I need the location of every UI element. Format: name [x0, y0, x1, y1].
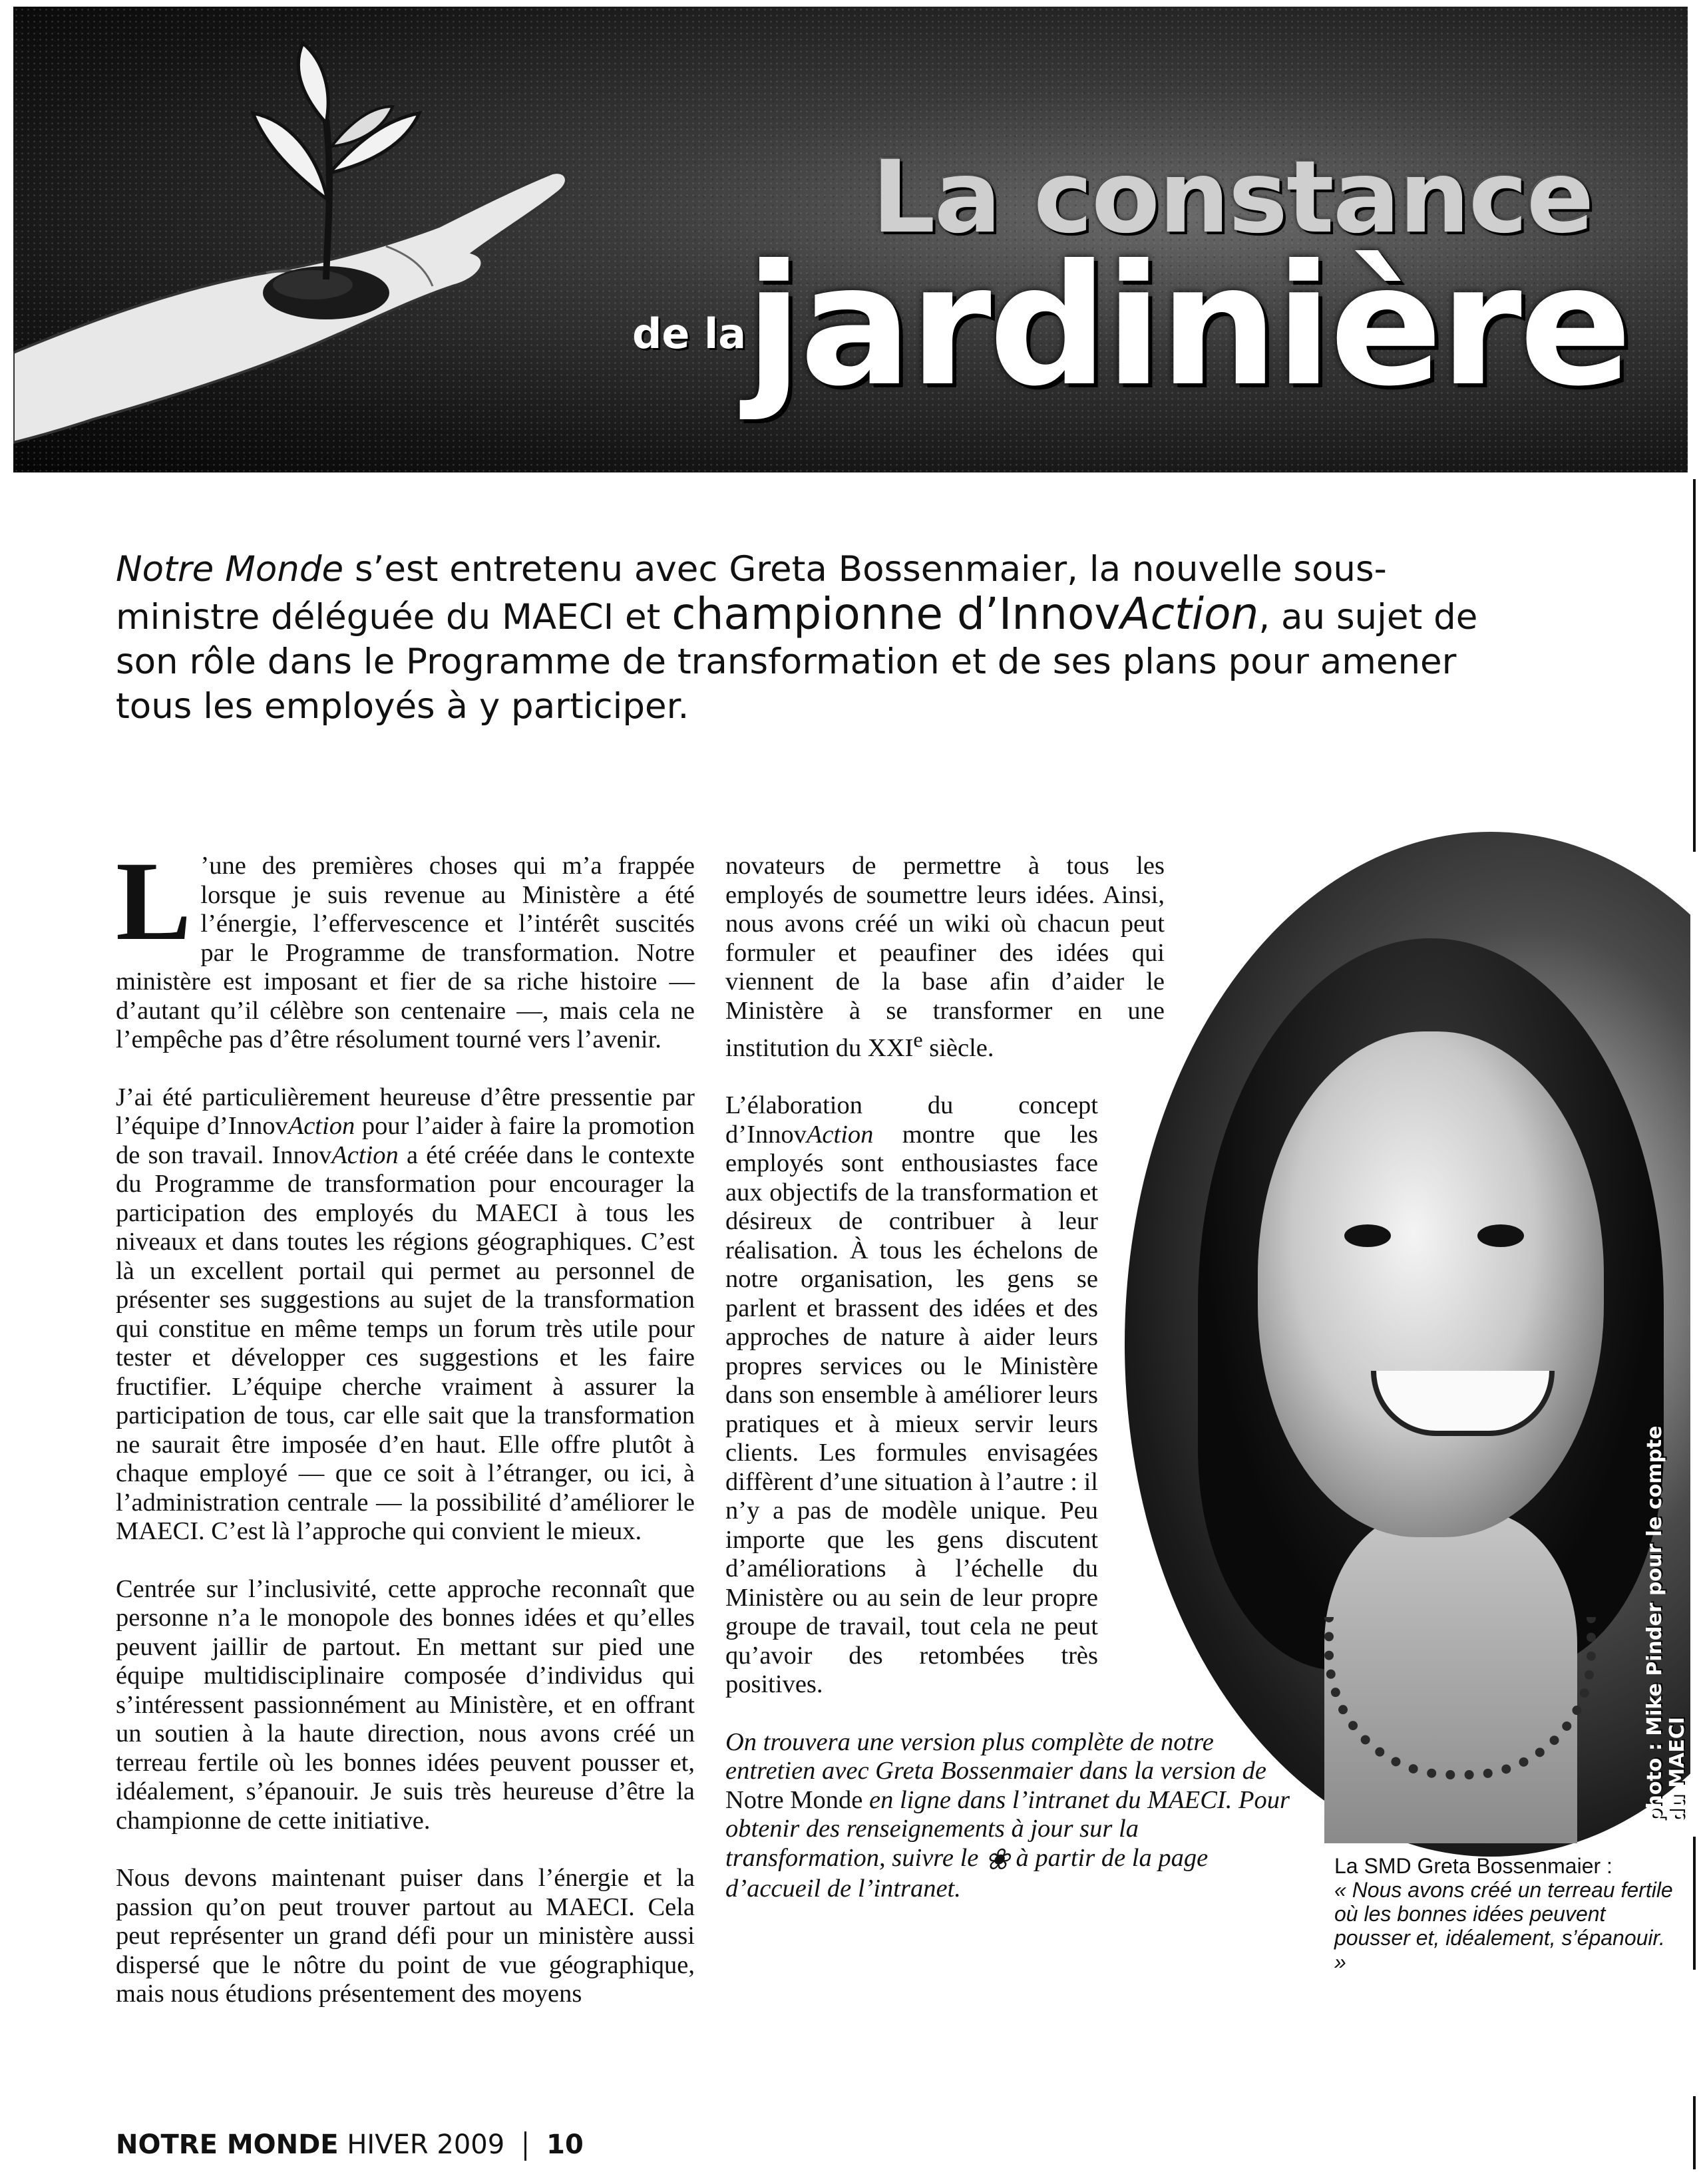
portrait-eye [1477, 1224, 1524, 1247]
footer-publication: NOTRE MONDE [116, 2129, 339, 2160]
intro-deck [116, 547, 1527, 729]
note-text: à partir de la page d’accueil de l’intranet. [725, 1843, 1209, 1903]
article-paragraph [116, 1083, 695, 1547]
deck-text-a: s’est entretenu avec Greta Bossenmaier, la nouvelle sous-ministre déléguée du MAECI et [116, 549, 1387, 637]
innovaction-italic: Action [806, 1120, 874, 1149]
deck-publication-name: Notre Monde [116, 549, 344, 590]
article-paragraph: Centrée sur l’inclusivité, cette approche reconnaît que personne n’a le monopole des bonnes idées et qu’elles peuvent jaillir de partout. En mettant sur pied une équipe multidisciplinaire composée d’individus qui s’intéressent passionnément au Ministère, et en offrant un soutien à la haute direction, nous avons créé un terreau fertile où les bonnes idées peuvent pousser et, idéalement, s’épanouir. Je suis très heureuse d’être la championne de cette initiative. [116, 1574, 695, 1835]
note-text: On trouvera une version plus complète de notre entretien avec Greta Bossenmaier dans la version de [725, 1728, 1266, 1785]
article-column-2 [725, 852, 1290, 1932]
portrait-face [1258, 1031, 1604, 1537]
hand-seedling-illustration [13, 7, 679, 472]
title-banner [13, 7, 1688, 472]
portrait-eye [1344, 1224, 1391, 1247]
online-version-note [725, 1728, 1298, 1903]
paragraph-text: J’ai été particulièrement heureuse d’être pressentie par l’équipe d’Innov [116, 1083, 695, 1140]
article-column-1 [116, 838, 695, 2038]
article-paragraph [725, 852, 1165, 1063]
deck-champion: championne d’Innov [671, 588, 1121, 639]
deck-champion-action: Action [1120, 588, 1259, 639]
paragraph-text: a été créée dans le contexte du Programme de transformation pour encourager la participation des employés du MAECI à tous les niveaux et dans toutes les régions géographiques. C’est là un excellent portail qui permet au personnel de présenter ses suggestions au sujet de la transformation qui constitue en même temps un forum très utile pour tester et développer ces suggestions et les faire fructifier. L’équipe cherche vraiment à assurer la participation de tous, car elle sait que la transformation ne saurait être imposée d’en haut. Elle offre plutôt à chaque employé — que ce soit à l’étranger, ou ici, à l’administration centrale — la possibilité d’améliorer le MAECI. C’est là l’approche qui convient le mieux. [116, 1141, 695, 1545]
butterfly-icon: ❀ [984, 1843, 1010, 1877]
drop-cap: L [116, 838, 192, 964]
caption-quote: « Nous avons créé un terreau fertile où les bonnes idées peuvent pousser et, idéalement, s’épanouir. » [1334, 1878, 1673, 1974]
headline-small-words: de la [632, 309, 747, 358]
photo-caption [1334, 1854, 1680, 1974]
note-publication-name: Notre Monde [725, 1785, 863, 1814]
headline-line1: La constance [872, 140, 1593, 256]
page-footer [116, 2129, 584, 2161]
footer-issue: HIVER 2009 [338, 2129, 505, 2160]
deck-text-b: , au sujet de son rôle dans le Programme de transformation et de ses plans pour amener tous les employés à y participer. [116, 597, 1478, 727]
caption-title: La SMD Greta Bossenmaier : [1334, 1854, 1612, 1878]
headline-line2: jardinière [745, 229, 1630, 423]
century-superscript: e [913, 1027, 923, 1051]
scan-edge-mark [1693, 479, 1696, 852]
paragraph-text: montre que les employés sont enthousiastes face aux objectifs de la transformation et désireux de contribuer à leur réalisation. À tous les échelons de notre organisation, les gens se parlent et brassent des idées et des approches de nature à aider leurs propres services ou le Ministère dans son ensemble à améliorer leurs pratiques et à mieux servir leurs clients. Les formules envisagées diffèrent d’une situation à l’autre : il n’y a pas de modèle unique. Peu importe que les gens discutent d’améliorations à l’échelle du Ministère ou au sein de leur propre groupe de travail, tout cela ne peut qu’avoir des retombées très positives. [725, 1120, 1098, 1699]
note-text: en ligne dans l’intranet du MAECI. Pour obtenir des renseignements à jour sur la transformation, suivre le [725, 1785, 1290, 1872]
photo-credit: photo : Mike Pinder pour le compte du MAECI [1643, 1425, 1689, 1823]
scan-edge-mark [1693, 2096, 1696, 2169]
article-paragraph [725, 1091, 1098, 1700]
paragraph-text: L’élaboration du concept d’Innov [725, 1091, 1098, 1149]
innovaction-italic: Action [331, 1141, 399, 1169]
page-number: 10 [546, 2129, 584, 2160]
paragraph-text: novateurs de permettre à tous les employés de soumettre leurs idées. Ainsi, nous avons créé un wiki où chacun peut formuler et peaufiner des idées qui viennent de la base afin d’aider le Ministère à se transformer en une institution du XXI [725, 852, 1165, 1062]
article-paragraph [116, 838, 695, 1055]
paragraph-text: ’une des premières choses qui m’a frappée lorsque je suis revenue au Ministère a été l’énergie, l’effervescence et l’intérêt suscités par le Programme de transformation. Notre ministère est imposant et fier de sa riche histoire — d’autant qu’il célèbre son centenaire —, mais cela ne l’empêche pas d’être résolument tourné vers l’avenir. [116, 852, 695, 1053]
paragraph-text: pour l’aider à faire la promotion de son travail. Innov [116, 1112, 695, 1169]
article-paragraph: Nous devons maintenant puiser dans l’énergie et la passion qu’on peut trouver partout au MAECI. Cela peut représenter un grand défi pour un ministère aussi dispersé que le nôtre du point de vue géographique, mais nous étudions présentement des moyens [116, 1864, 695, 2008]
portrait-photo [1125, 832, 1690, 1857]
scan-edge-mark [1693, 1837, 1696, 1970]
innovaction-italic: Action [287, 1112, 355, 1140]
paragraph-text: siècle. [922, 1033, 994, 1062]
footer-divider [524, 2131, 526, 2161]
